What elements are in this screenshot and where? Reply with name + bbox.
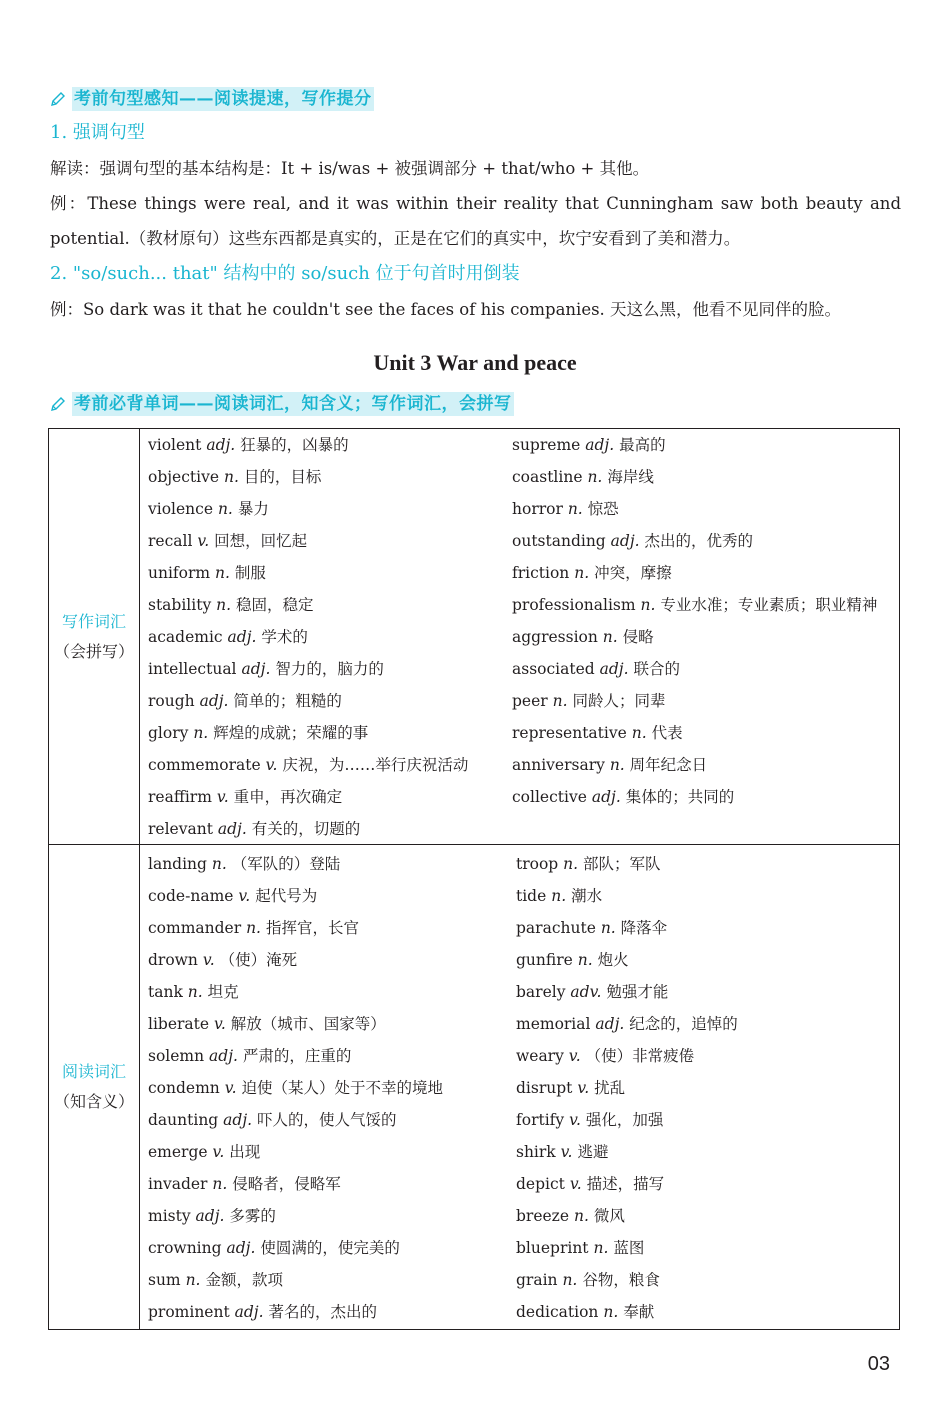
part-of-speech: v. bbox=[568, 1047, 581, 1065]
vocab-meaning: 纪念的，追悼的 bbox=[629, 1015, 738, 1033]
vocab-meaning: 勉强才能 bbox=[606, 983, 669, 1001]
vocab-word: barely bbox=[516, 983, 566, 1001]
part-of-speech: v. bbox=[202, 951, 215, 969]
vocab-entry bbox=[516, 912, 738, 944]
section-label: 写作词汇 bbox=[61, 611, 126, 631]
vocab-entry bbox=[148, 1136, 443, 1168]
vocab-entry bbox=[516, 1264, 738, 1296]
vocab-meaning: 使圆满的，使完美的 bbox=[260, 1239, 400, 1257]
part-of-speech: n. bbox=[600, 919, 616, 937]
vocab-meaning: 微风 bbox=[593, 1207, 625, 1225]
vocab-word: supreme bbox=[512, 436, 581, 454]
vocab-entry bbox=[148, 1104, 443, 1136]
part-of-speech: adj. bbox=[209, 1047, 238, 1065]
vocab-entry bbox=[516, 1296, 738, 1328]
vocab-entry bbox=[148, 813, 468, 845]
vocab-word: anniversary bbox=[512, 756, 605, 774]
vocab-meaning: 解放（城市、国家等） bbox=[230, 1015, 386, 1033]
vocab-entry bbox=[148, 653, 468, 685]
banner-text: 考前句型感知——阅读提速，写作提分 bbox=[74, 89, 372, 109]
vocab-meaning: 周年纪念日 bbox=[629, 756, 708, 774]
part-of-speech: n. bbox=[631, 724, 647, 742]
part-of-speech: n. bbox=[603, 1303, 619, 1321]
vocab-word: depict bbox=[516, 1175, 565, 1193]
vocab-meaning: 海岸线 bbox=[607, 468, 654, 486]
vocab-entry bbox=[148, 1040, 443, 1072]
vocab-meaning: 指挥官，长官 bbox=[265, 919, 359, 937]
vocab-meaning: 代表 bbox=[651, 724, 683, 742]
vocab-entry bbox=[512, 717, 877, 749]
vocab-meaning: 目的，目标 bbox=[243, 468, 322, 486]
part-of-speech: n. bbox=[562, 1271, 578, 1289]
vocab-word: invader bbox=[148, 1175, 208, 1193]
vocab-meaning: 蓝图 bbox=[613, 1239, 645, 1257]
vocab-entry bbox=[516, 1072, 738, 1104]
vocab-meaning: 金额，款项 bbox=[205, 1271, 283, 1289]
vocab-meaning: 谷物，粮食 bbox=[582, 1271, 660, 1289]
part-of-speech: adj. bbox=[599, 660, 629, 678]
part-of-speech: adj. bbox=[223, 1111, 253, 1129]
vocab-entry bbox=[516, 1200, 738, 1232]
part-of-speech: n. bbox=[609, 756, 625, 774]
part-of-speech: v. bbox=[577, 1079, 590, 1097]
vocab-entry bbox=[148, 525, 468, 557]
vocab-meaning: 联合的 bbox=[633, 660, 680, 678]
part-of-speech: adj. bbox=[234, 1303, 264, 1321]
vocab-word: commander bbox=[148, 919, 242, 937]
part-of-speech: adj. bbox=[585, 436, 615, 454]
vocab-entry bbox=[148, 912, 443, 944]
part-of-speech: n. bbox=[211, 855, 227, 873]
vocab-word: sum bbox=[148, 1271, 181, 1289]
part-of-speech: adj. bbox=[206, 436, 236, 454]
vocab-entry bbox=[516, 944, 738, 976]
part-of-speech: adj. bbox=[227, 628, 257, 646]
part-of-speech: n. bbox=[551, 887, 567, 905]
vocab-entry bbox=[148, 749, 468, 781]
part-of-speech: n. bbox=[223, 468, 239, 486]
writing-vocab-label bbox=[49, 429, 140, 844]
part-of-speech: n. bbox=[215, 564, 230, 582]
vocab-meaning: 强化，加强 bbox=[585, 1111, 664, 1129]
vocab-meaning: 辉煌的成就；荣耀的事 bbox=[213, 724, 369, 742]
vocab-meaning: 同龄人；同辈 bbox=[572, 692, 666, 710]
page-number: 03 bbox=[867, 1353, 890, 1375]
writing-left-column bbox=[148, 429, 468, 845]
part-of-speech: v. bbox=[569, 1175, 582, 1193]
vocab-word: shirk bbox=[516, 1143, 556, 1161]
vocab-entry bbox=[516, 1040, 738, 1072]
part-of-speech: n. bbox=[574, 564, 590, 582]
vocab-word: grain bbox=[516, 1271, 558, 1289]
vocab-meaning: 回想，回忆起 bbox=[214, 532, 308, 550]
section-banner-sentence-patterns bbox=[50, 86, 374, 112]
vocab-entry bbox=[148, 493, 468, 525]
vocab-entry bbox=[148, 1072, 443, 1104]
vocab-entry bbox=[148, 1264, 443, 1296]
part-of-speech: n. bbox=[577, 951, 593, 969]
part-of-speech: n. bbox=[185, 1271, 201, 1289]
vocab-entry bbox=[148, 621, 468, 653]
vocab-word: academic bbox=[148, 628, 223, 646]
vocab-word: prominent bbox=[148, 1303, 230, 1321]
vocab-entry bbox=[512, 685, 877, 717]
vocab-word: commemorate bbox=[148, 756, 261, 774]
vocab-meaning: （使）淹死 bbox=[219, 951, 298, 969]
vocab-word: code-name bbox=[148, 887, 234, 905]
vocab-entry bbox=[148, 1296, 443, 1328]
vocab-word: parachute bbox=[516, 919, 596, 937]
vocab-word: misty bbox=[148, 1207, 191, 1225]
section-sublabel: （知含义） bbox=[53, 1092, 134, 1111]
part-of-speech: n. bbox=[193, 724, 209, 742]
vocab-entry bbox=[148, 1200, 443, 1232]
vocab-meaning: 起代号为 bbox=[255, 887, 318, 905]
vocab-entry bbox=[512, 429, 877, 461]
reading-right-column bbox=[516, 848, 738, 1328]
vocab-entry bbox=[512, 653, 877, 685]
vocab-meaning: 智力的，脑力的 bbox=[275, 660, 384, 678]
vocab-meaning: 描述，描写 bbox=[586, 1175, 665, 1193]
part-of-speech: v. bbox=[560, 1143, 573, 1161]
vocab-entry bbox=[512, 589, 877, 621]
part-of-speech: n. bbox=[216, 596, 232, 614]
vocab-meaning: 学术的 bbox=[261, 628, 308, 646]
vocab-entry bbox=[516, 1008, 738, 1040]
vocab-word: horror bbox=[512, 500, 563, 518]
part-of-speech: v. bbox=[569, 1111, 581, 1129]
vocab-meaning: 集体的；共同的 bbox=[625, 788, 735, 806]
vocab-word: peer bbox=[512, 692, 548, 710]
part-of-speech: n. bbox=[246, 919, 261, 937]
part-of-speech: n. bbox=[602, 628, 618, 646]
part-of-speech: adj. bbox=[199, 692, 229, 710]
vocab-meaning: 坦克 bbox=[207, 983, 239, 1001]
vocab-word: drown bbox=[148, 951, 198, 969]
vocabulary-table bbox=[48, 428, 900, 1330]
part-of-speech: n. bbox=[563, 855, 579, 873]
part-of-speech: n. bbox=[587, 468, 603, 486]
reading-vocab-section bbox=[49, 845, 899, 1329]
vocab-word: rough bbox=[148, 692, 195, 710]
vocab-entry bbox=[512, 781, 877, 813]
part-of-speech: n. bbox=[593, 1239, 609, 1257]
vocab-entry bbox=[516, 976, 738, 1008]
vocab-word: recall bbox=[148, 532, 193, 550]
vocab-entry bbox=[148, 589, 468, 621]
vocab-word: relevant bbox=[148, 820, 213, 838]
paragraph-example: 例：These things were real, and it was within their reality that Cunningham saw both beauty and potential.（教材原句）这些东西都是真实的，正是在它们的真实中，坎宁安看到了美和潜力。 bbox=[50, 194, 901, 248]
vocab-meaning: 著名的，杰出的 bbox=[268, 1303, 377, 1321]
vocab-entry bbox=[148, 976, 443, 1008]
vocab-meaning: 出现 bbox=[229, 1143, 261, 1161]
vocab-meaning: （使）非常疲倦 bbox=[585, 1047, 695, 1065]
vocab-word: condemn bbox=[148, 1079, 220, 1097]
vocab-word: friction bbox=[512, 564, 570, 582]
vocab-entry bbox=[148, 1168, 443, 1200]
vocab-entry bbox=[512, 493, 877, 525]
vocab-meaning: 暴力 bbox=[237, 500, 269, 518]
part-of-speech: n. bbox=[567, 500, 583, 518]
pencil-icon bbox=[50, 91, 66, 107]
vocab-entry bbox=[516, 848, 738, 880]
heading-inversion: 2. "so/such... that" 结构中的 so/such 位于句首时用倒装 bbox=[50, 263, 520, 284]
vocab-word: weary bbox=[516, 1047, 564, 1065]
part-of-speech: n. bbox=[212, 1175, 228, 1193]
vocab-word: violent bbox=[148, 436, 202, 454]
part-of-speech: v. bbox=[224, 1079, 237, 1097]
vocab-meaning: 庆祝，为……举行庆祝活动 bbox=[282, 756, 469, 774]
vocab-meaning: （军队的）登陆 bbox=[231, 855, 341, 873]
vocab-word: tide bbox=[516, 887, 547, 905]
vocab-meaning: 炮火 bbox=[597, 951, 629, 969]
vocab-meaning: 专业水准；专业素质；职业精神 bbox=[660, 596, 878, 614]
vocab-entry bbox=[148, 848, 443, 880]
vocab-word: uniform bbox=[148, 564, 211, 582]
vocab-meaning: 稳固，稳定 bbox=[236, 596, 314, 614]
vocab-entry bbox=[148, 717, 468, 749]
part-of-speech: v. bbox=[216, 788, 229, 806]
vocab-word: gunfire bbox=[516, 951, 573, 969]
vocab-word: solemn bbox=[148, 1047, 205, 1065]
vocab-word: memorial bbox=[516, 1015, 591, 1033]
writing-right-column bbox=[512, 429, 877, 813]
part-of-speech: adj. bbox=[217, 820, 247, 838]
vocab-meaning: 迫使（某人）处于不幸的境地 bbox=[241, 1079, 444, 1097]
paragraph-inversion-example: 例：So dark was it that he couldn't see the faces of his companies. 天这么黑，他看不见同伴的脸。 bbox=[50, 300, 842, 319]
vocab-word: fortify bbox=[516, 1111, 565, 1129]
reading-vocab-label bbox=[49, 845, 140, 1329]
part-of-speech: n. bbox=[640, 596, 656, 614]
vocab-meaning: 惊恐 bbox=[587, 500, 619, 518]
part-of-speech: adj. bbox=[595, 1015, 625, 1033]
vocab-meaning: 狂暴的，凶暴的 bbox=[240, 436, 349, 454]
vocab-meaning: 逃避 bbox=[577, 1143, 609, 1161]
vocab-entry bbox=[148, 944, 443, 976]
part-of-speech: adj. bbox=[195, 1207, 225, 1225]
section-banner-vocabulary bbox=[50, 391, 514, 417]
vocab-word: aggression bbox=[512, 628, 598, 646]
vocab-entry bbox=[516, 880, 738, 912]
section-label: 阅读词汇 bbox=[61, 1062, 126, 1081]
vocab-word: breeze bbox=[516, 1207, 570, 1225]
banner-text: 考前必背单词——阅读词汇，知含义；写作词汇，会拼写 bbox=[74, 394, 512, 414]
vocab-entry bbox=[148, 1008, 443, 1040]
part-of-speech: v. bbox=[238, 887, 251, 905]
part-of-speech: v. bbox=[214, 1015, 226, 1033]
vocab-word: blueprint bbox=[516, 1239, 589, 1257]
part-of-speech: adj. bbox=[226, 1239, 256, 1257]
part-of-speech: v. bbox=[212, 1143, 225, 1161]
vocab-entry bbox=[148, 557, 468, 589]
vocab-entry bbox=[148, 781, 468, 813]
vocab-word: coastline bbox=[512, 468, 583, 486]
vocab-meaning: 部队；军队 bbox=[583, 855, 661, 873]
vocab-entry bbox=[148, 461, 468, 493]
unit-title: Unit 3 War and peace bbox=[373, 350, 577, 375]
vocab-word: troop bbox=[516, 855, 559, 873]
vocab-entry bbox=[516, 1232, 738, 1264]
vocab-entry bbox=[512, 461, 877, 493]
vocab-meaning: 严肃的，庄重的 bbox=[242, 1047, 352, 1065]
part-of-speech: adj. bbox=[241, 660, 271, 678]
vocab-word: intellectual bbox=[148, 660, 237, 678]
vocab-meaning: 吓人的，使人气馁的 bbox=[257, 1111, 397, 1129]
vocab-meaning: 冲突，摩擦 bbox=[594, 564, 672, 582]
part-of-speech: v. bbox=[265, 756, 278, 774]
vocab-word: associated bbox=[512, 660, 595, 678]
vocab-word: landing bbox=[148, 855, 207, 873]
vocab-entry bbox=[148, 880, 443, 912]
pencil-icon bbox=[50, 396, 66, 412]
vocab-word: reaffirm bbox=[148, 788, 212, 806]
vocab-meaning: 奉献 bbox=[623, 1303, 655, 1321]
vocab-word: outstanding bbox=[512, 532, 606, 550]
vocab-entry bbox=[512, 557, 877, 589]
part-of-speech: n. bbox=[573, 1207, 589, 1225]
vocab-word: daunting bbox=[148, 1111, 219, 1129]
vocab-meaning: 侵略 bbox=[622, 628, 654, 646]
vocab-meaning: 多雾的 bbox=[229, 1207, 276, 1225]
vocab-word: representative bbox=[512, 724, 627, 742]
vocab-entry bbox=[512, 525, 877, 557]
vocab-meaning: 制服 bbox=[234, 564, 266, 582]
vocab-word: disrupt bbox=[516, 1079, 573, 1097]
vocab-word: objective bbox=[148, 468, 220, 486]
vocab-entry bbox=[148, 1232, 443, 1264]
vocab-word: glory bbox=[148, 724, 189, 742]
reading-left-column bbox=[148, 848, 443, 1328]
vocab-entry bbox=[148, 685, 468, 717]
vocab-word: liberate bbox=[148, 1015, 210, 1033]
vocab-meaning: 重申，再次确定 bbox=[233, 788, 343, 806]
vocab-meaning: 最高的 bbox=[619, 436, 666, 454]
part-of-speech: n. bbox=[187, 983, 203, 1001]
vocab-word: violence bbox=[148, 500, 214, 518]
section-sublabel: （会拼写） bbox=[53, 641, 134, 661]
vocab-meaning: 简单的；粗糙的 bbox=[233, 692, 342, 710]
vocab-word: dedication bbox=[516, 1303, 599, 1321]
heading-emphatic-sentence: 1. 强调句型 bbox=[50, 122, 145, 143]
part-of-speech: adj. bbox=[591, 788, 621, 806]
vocab-entry bbox=[512, 621, 877, 653]
vocab-entry bbox=[148, 429, 468, 461]
vocab-entry bbox=[516, 1136, 738, 1168]
part-of-speech: n. bbox=[217, 500, 233, 518]
vocab-word: tank bbox=[148, 983, 183, 1001]
vocab-meaning: 有关的，切题的 bbox=[251, 820, 361, 838]
vocab-entry bbox=[516, 1168, 738, 1200]
part-of-speech: adj. bbox=[610, 532, 640, 550]
part-of-speech: n. bbox=[552, 692, 568, 710]
vocab-entry bbox=[516, 1104, 738, 1136]
vocab-meaning: 杰出的，优秀的 bbox=[644, 532, 754, 550]
paragraph-explanation: 解读：强调句型的基本结构是：It + is/was + 被强调部分 + that/who + 其他。 bbox=[50, 159, 650, 178]
part-of-speech: adv. bbox=[570, 983, 602, 1001]
vocab-entry bbox=[512, 749, 877, 781]
vocab-meaning: 侵略者，侵略军 bbox=[232, 1175, 341, 1193]
vocab-word: crowning bbox=[148, 1239, 222, 1257]
vocab-word: emerge bbox=[148, 1143, 208, 1161]
vocab-meaning: 降落伞 bbox=[620, 919, 668, 937]
vocab-word: stability bbox=[148, 596, 212, 614]
vocab-meaning: 潮水 bbox=[571, 887, 603, 905]
vocab-word: collective bbox=[512, 788, 587, 806]
writing-vocab-section bbox=[49, 429, 899, 845]
vocab-meaning: 扰乱 bbox=[594, 1079, 626, 1097]
vocab-word: professionalism bbox=[512, 596, 636, 614]
part-of-speech: v. bbox=[197, 532, 210, 550]
